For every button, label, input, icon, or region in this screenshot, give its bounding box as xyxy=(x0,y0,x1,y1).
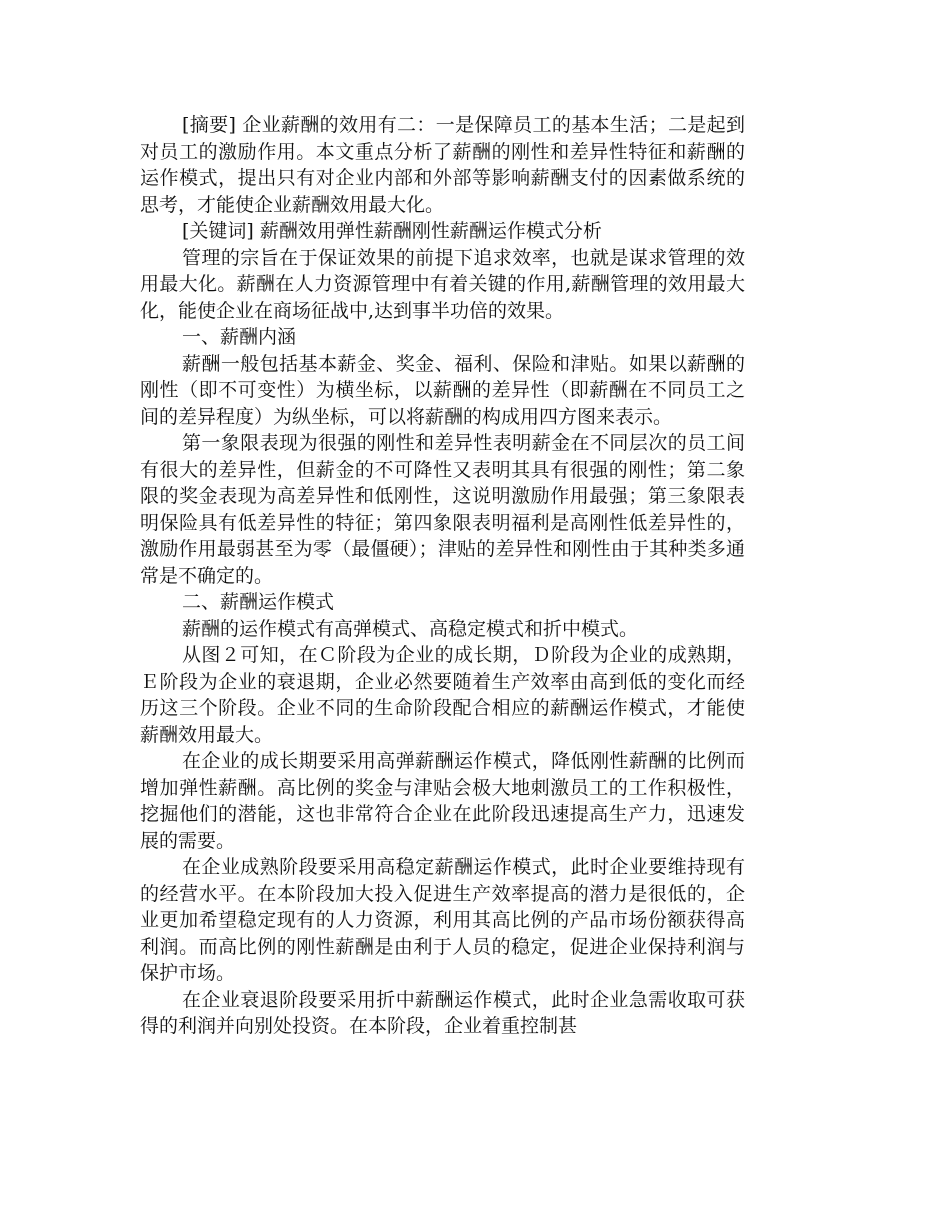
abstract-paragraph: [摘要] 企业薪酬的效用有二：一是保障员工的基本生活；二是起到对员工的激励作用。本文重点分析了薪酬的刚性和差异性特征和薪酬的运作模式，提出只有对企业内部和外部等影响薪酬支付的因素做系统的思考，才能使企业薪酬效用最大化。 xyxy=(140,114,745,216)
section-2-paragraph-4: 在企业成熟阶段要采用高稳定薪酬运作模式，此时企业要维持现有的经营水平。在本阶段加大投入促进生产效率提高的潜力是很低的，企业更加希望稳定现有的人力资源，利用其高比例的产品市场份额获得高利润。而高比例的刚性薪酬是由利于人员的稳定，促进企业保持利润与保护市场。 xyxy=(140,856,745,984)
section-2-paragraph-1: 薪酬的运作模式有高弹模式、高稳定模式和折中模式。 xyxy=(182,617,639,640)
section-2-paragraph-2: 从图２可知，在Ｃ阶段为企业的成长期，Ｄ阶段为企业的成熟期，Ｅ阶段为企业的衰退期，企业必然要随着生产效率由高到低的变化而经历这三个阶段。企业不同的生命阶段配合相应的薪酬运作模式，才能使薪酬效用最大。 xyxy=(140,644,745,746)
document-page xyxy=(140,112,745,1040)
keywords-paragraph: [关键词] 薪酬效用弹性薪酬刚性薪酬运作模式分析 xyxy=(182,220,602,242)
section-2-paragraph-5: 在企业衰退阶段要采用折中薪酬运作模式，此时企业急需收取可获得的利润并向别处投资。在本阶段，企业着重控制甚 xyxy=(140,988,745,1037)
section-1-paragraph-1: 薪酬一般包括基本薪金、奖金、福利、保险和津贴。如果以薪酬的刚性（即不可变性）为横坐标，以薪酬的差异性（即薪酬在不同员工之间的差异程度）为纵坐标，可以将薪酬的构成用四方图来表示。 xyxy=(140,352,745,428)
section-1-heading: 一、薪酬内涵 xyxy=(182,326,297,348)
section-2-paragraph-3: 在企业的成长期要采用高弹薪酬运作模式，降低刚性薪酬的比例而增加弹性薪酬。高比例的奖金与津贴会极大地刺激员工的工作积极性，挖掘他们的潜能，这也非常符合企业在此阶段迅速提高生产力，迅速发展的需要。 xyxy=(140,750,745,852)
intro-paragraph: 管理的宗旨在于保证效果的前提下追求效率，也就是谋求管理的效用最大化。薪酬在人力资源管理中有着关键的作用,薪酬管理的效用最大化，能使企业在商场征战中,达到事半功倍的效果。 xyxy=(140,246,745,322)
section-2-heading: 二、薪酬运作模式 xyxy=(182,591,335,613)
section-1-paragraph-2: 第一象限表现为很强的刚性和差异性表明薪金在不同层次的员工间有很大的差异性，但薪金的不可降性又表明其具有很强的刚性；第二象限的奖金表现为高差异性和低刚性，这说明激励作用最强；第三象限表明保险具有低差异性的特征；第四象限表明福利是高刚性低差异性的，激励作用最弱甚至为零（最僵硬）；津贴的差异性和刚性由于其种类多通常是不确定的。 xyxy=(140,432,745,587)
